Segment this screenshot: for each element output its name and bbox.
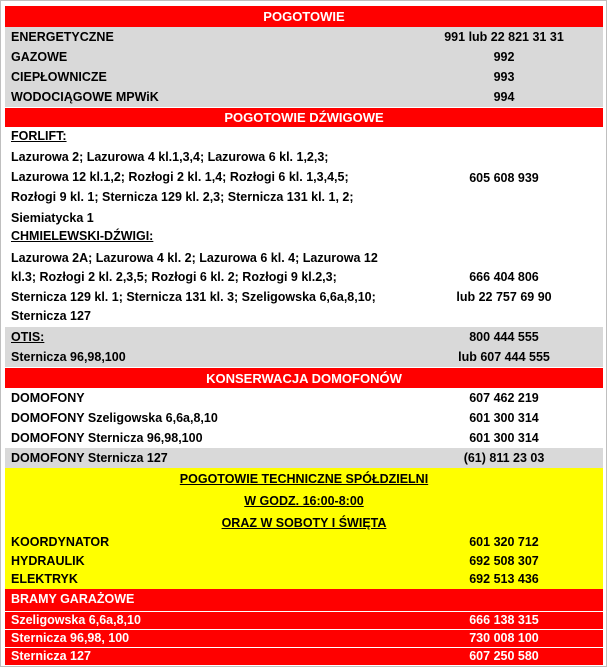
header-text: KONSERWACJA DOMOFONÓW — [206, 370, 402, 386]
table-row — [5, 47, 603, 67]
forlift-line: Siemiatycka 1 — [11, 211, 94, 225]
row-name: CIEPŁOWNICZE — [11, 70, 107, 84]
row-divider — [5, 647, 603, 648]
forlift-title: FORLIFT: — [11, 129, 67, 143]
row-phone: 601 300 314 — [469, 431, 539, 445]
row-phone: 601 300 314 — [469, 411, 539, 425]
row-phone: 730 008 100 — [469, 631, 539, 645]
otis-phone-alt: lub 607 444 555 — [458, 350, 550, 364]
row-name: DOMOFONY Sternicza 127 — [11, 451, 168, 465]
garage-gates-title: BRAMY GARAŻOWE — [11, 592, 135, 606]
section-header-dzwigowe — [5, 107, 603, 127]
section-header-domofony — [5, 367, 603, 388]
row-phone: 601 320 712 — [469, 535, 539, 549]
technical-emergency-block — [5, 468, 603, 589]
table-row — [5, 428, 603, 448]
section-header-pogotowie — [5, 5, 603, 27]
row-name: Szeligowska 6,6a,8,10 — [11, 613, 141, 627]
forlift-line: Lazurowa 12 kl.1,2; Rozłogi 2 kl. 1,4; Rozłogi 6 kl. 1,3,4,5; — [11, 170, 349, 184]
row-phone: 993 — [493, 70, 515, 84]
table-row — [5, 388, 603, 408]
row-name: WODOCIĄGOWE MPWiK — [11, 90, 159, 104]
row-name: ENERGETYCZNE — [11, 30, 114, 44]
row-name: HYDRAULIK — [11, 554, 85, 568]
row-name: DOMOFONY Szeligowska 6,6a,8,10 — [11, 411, 218, 425]
chmielewski-block — [5, 227, 603, 327]
row-phone: 692 508 307 — [469, 554, 539, 568]
technical-hours: W GODZ. 16:00-8:00 — [244, 494, 364, 508]
otis-title: OTIS: — [11, 330, 45, 344]
row-phone: 994 — [493, 90, 515, 104]
technical-days: ORAZ W SOBOTY I ŚWIĘTA — [221, 516, 387, 530]
otis-phone: 800 444 555 — [469, 330, 539, 344]
row-phone: 992 — [493, 50, 515, 64]
row-name: KOORDYNATOR — [11, 535, 110, 549]
otis-row — [5, 347, 603, 367]
chmielewski-line: Sternicza 127 — [11, 309, 91, 323]
table-row — [5, 448, 603, 468]
chmielewski-phone-alt: lub 22 757 69 90 — [456, 290, 552, 304]
chmielewski-line: Lazurowa 2A; Lazurowa 4 kl. 2; Lazurowa 6 kl. 4; Lazurowa 12 — [11, 251, 378, 265]
row-divider — [5, 629, 603, 630]
chmielewski-line: Sternicza 129 kl. 1; Sternicza 131 kl. 3; Szeligowska 6,6a,8,10; — [11, 290, 376, 304]
row-phone: 692 513 436 — [469, 572, 539, 586]
row-name: ELEKTRYK — [11, 572, 78, 586]
table-row — [5, 87, 603, 107]
row-name: DOMOFONY — [11, 391, 85, 405]
forlift-block — [5, 127, 603, 227]
row-name: GAZOWE — [11, 50, 68, 64]
chmielewski-line: kl.3; Rozłogi 2 kl. 2,3,5; Rozłogi 6 kl. 2; Rozłogi 9 kl.2,3; — [11, 270, 337, 284]
forlift-line: Lazurowa 2; Lazurowa 4 kl.1,3,4; Lazurowa 6 kl. 1,2,3; — [11, 150, 329, 164]
row-phone: 666 138 315 — [469, 613, 539, 627]
row-divider — [5, 611, 603, 612]
table-row — [5, 67, 603, 87]
forlift-phone: 605 608 939 — [469, 171, 539, 185]
table-row — [5, 408, 603, 428]
row-name: Sternicza 96,98, 100 — [11, 631, 130, 645]
header-text: POGOTOWIE DŹWIGOWE — [224, 110, 384, 125]
otis-address: Sternicza 96,98,100 — [11, 350, 126, 364]
table-row — [5, 27, 603, 47]
row-name: Sternicza 127 — [11, 649, 91, 663]
row-phone: (61) 811 23 03 — [463, 451, 545, 465]
chmielewski-title: CHMIELEWSKI-DŹWIGI: — [11, 229, 154, 243]
technical-title: POGOTOWIE TECHNICZNE SPÓŁDZIELNI — [179, 472, 429, 486]
garage-gates-block — [5, 589, 603, 665]
chmielewski-phone: 666 404 806 — [469, 270, 539, 284]
forlift-line: Rozłogi 9 kl. 1; Sternicza 129 kl. 2,3; Sternicza 131 kl. 1, 2; — [11, 190, 354, 204]
row-phone: 991 lub 22 821 31 31 — [444, 30, 564, 44]
row-name: DOMOFONY Sternicza 96,98,100 — [11, 431, 203, 445]
row-phone: 607 250 580 — [469, 649, 539, 663]
otis-row — [5, 327, 603, 347]
row-phone: 607 462 219 — [469, 391, 539, 405]
header-text: POGOTOWIE — [263, 9, 345, 24]
